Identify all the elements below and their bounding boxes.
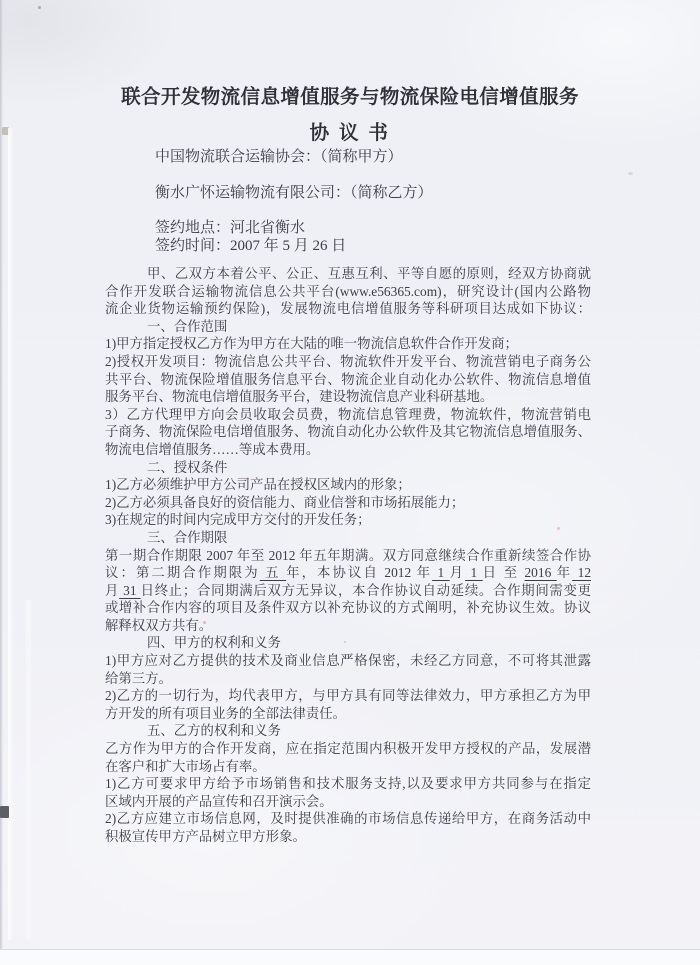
document-line: 共平台、物流保险增值服务信息平台、物流企业自动化办公软件、物流信息增值 bbox=[105, 371, 591, 387]
document-line: 1)乙方必须维护甲方公司产品在授权区域内的形象； bbox=[105, 477, 411, 493]
document-line: 月 31 日终止；合同期满后双方无异议，本合作协议自动延续。合作期间需变更 bbox=[105, 582, 592, 598]
document-line: 或增补合作内容的项目及条件双方以补充协议的方式阐明，补充协议生效。协议 bbox=[105, 600, 591, 616]
document-line: 积极宣传甲方产品树立甲方形象。 bbox=[105, 829, 306, 844]
document-line: 2)授权开发项目：物流信息公共平台、物流软件开发平台、物流营销电子商务公 bbox=[105, 353, 591, 369]
document-line: 1)乙方可要求甲方给予市场销售和技术服务支持,以及要求甲方共同参与在指定 bbox=[105, 776, 591, 792]
scan-speck bbox=[489, 612, 492, 614]
party-a-line: 中国物流联合运输协会：（简称甲方） bbox=[155, 149, 403, 165]
document-line: 合作开发联合运输物流信息公共平台(www.e56365.com)，研究设计(国内公路物 bbox=[105, 283, 591, 299]
scan-speck bbox=[246, 478, 249, 480]
document-line: 给第三方。 bbox=[105, 670, 172, 686]
document-line: 2)乙方应建立市场信息网，及时提供准确的市场信息传递给甲方，在商务活动中 bbox=[105, 811, 591, 827]
document-line: 四、甲方的权利和义务 bbox=[147, 635, 281, 651]
document-line: 方开发的所有项目业务的全部法律责任。 bbox=[105, 705, 347, 721]
party-b-line: 衡水广怀运输物流有限公司：（简称乙方） bbox=[155, 185, 433, 201]
document-line: 2)乙方必须具备良好的资信能力、商业信誉和市场拓展能力； bbox=[105, 494, 465, 510]
scan-speck bbox=[344, 641, 346, 643]
page-bottom-edge bbox=[0, 949, 700, 965]
document-line: 3)在规定的时间内完成甲方交付的开发任务； bbox=[105, 512, 371, 528]
document-line: 1)甲方指定授权乙方作为甲方在大陆的唯一物流信息软件合作开发商； bbox=[105, 336, 518, 352]
document-line: 乙方作为甲方的合作开发商，应在指定范围内积极开发甲方授权的产品，发展潜 bbox=[105, 741, 591, 757]
signing-place: 签约地点：河北省衡水 bbox=[155, 220, 306, 236]
document-line: 第一期合作期限 2007 年至 2012 年五年期满。双方同意继续合作重新续签合作协 bbox=[105, 547, 591, 563]
document-line: 2)乙方的一切行为，均代表甲方，与甲方具有同等法律效力，甲方承担乙方为甲 bbox=[105, 688, 591, 704]
document-line: 服务平台、物流电信增值服务平台，建设物流信息产业科研基地。 bbox=[105, 389, 494, 405]
document-line: 一、合作范围 bbox=[147, 318, 228, 334]
document-line: 3）乙方代理甲方向会员收取会员费，物流信息管理费，物流软件，物流营销电 bbox=[105, 406, 591, 422]
document-line: 议：第二期合作期限为 五 年，本协议自 2012 年 1 月 1 日 至 2016 年 12 bbox=[105, 565, 592, 581]
document-line: 在客户和扩大市场占有率。 bbox=[105, 758, 266, 774]
document-line: 甲、乙双方本着公平、公正、互惠互利、平等自愿的原则，经双方协商就 bbox=[147, 266, 591, 281]
scan-artifact-dark-mark bbox=[0, 806, 9, 818]
document-line: 区域内开展的产品宣传和召开演示会。 bbox=[105, 793, 333, 809]
scan-speck bbox=[557, 527, 560, 530]
document-line: 子商务、物流保险电信增值服务、物流自动化办公软件及其它物流信息增值服务、 bbox=[105, 424, 591, 440]
document-line: 五、乙方的权利和义务 bbox=[147, 723, 281, 739]
page-edge-highlight bbox=[8, 128, 14, 940]
document-line: 解释权双方共有。 bbox=[105, 617, 213, 633]
signing-date: 签约时间：2007 年 5 月 26 日 bbox=[155, 238, 347, 254]
scan-speck bbox=[628, 172, 633, 175]
document-line: 三、合作期限 bbox=[147, 529, 228, 545]
document-line: 流企业货物运输预约保险)，发展物流电信增值服务等科研项目达成如下协议： bbox=[105, 301, 591, 317]
body-text bbox=[105, 265, 591, 846]
document-line: 二、授权条件 bbox=[147, 459, 228, 475]
document-line: 1)甲方应对乙方提供的技术及商业信息严格保密，未经乙方同意，不可将其泄露 bbox=[105, 653, 591, 669]
paper-fold-highlight bbox=[26, 600, 31, 940]
scan-speck bbox=[38, 6, 41, 9]
document-subtitle: 协 议 书 bbox=[309, 123, 391, 144]
scan-speck bbox=[203, 621, 206, 624]
document-line: 物流电信增值服务……等成本费用。 bbox=[105, 441, 320, 457]
document-title: 联合开发物流信息增值服务与物流保险电信增值服务 bbox=[121, 87, 579, 108]
